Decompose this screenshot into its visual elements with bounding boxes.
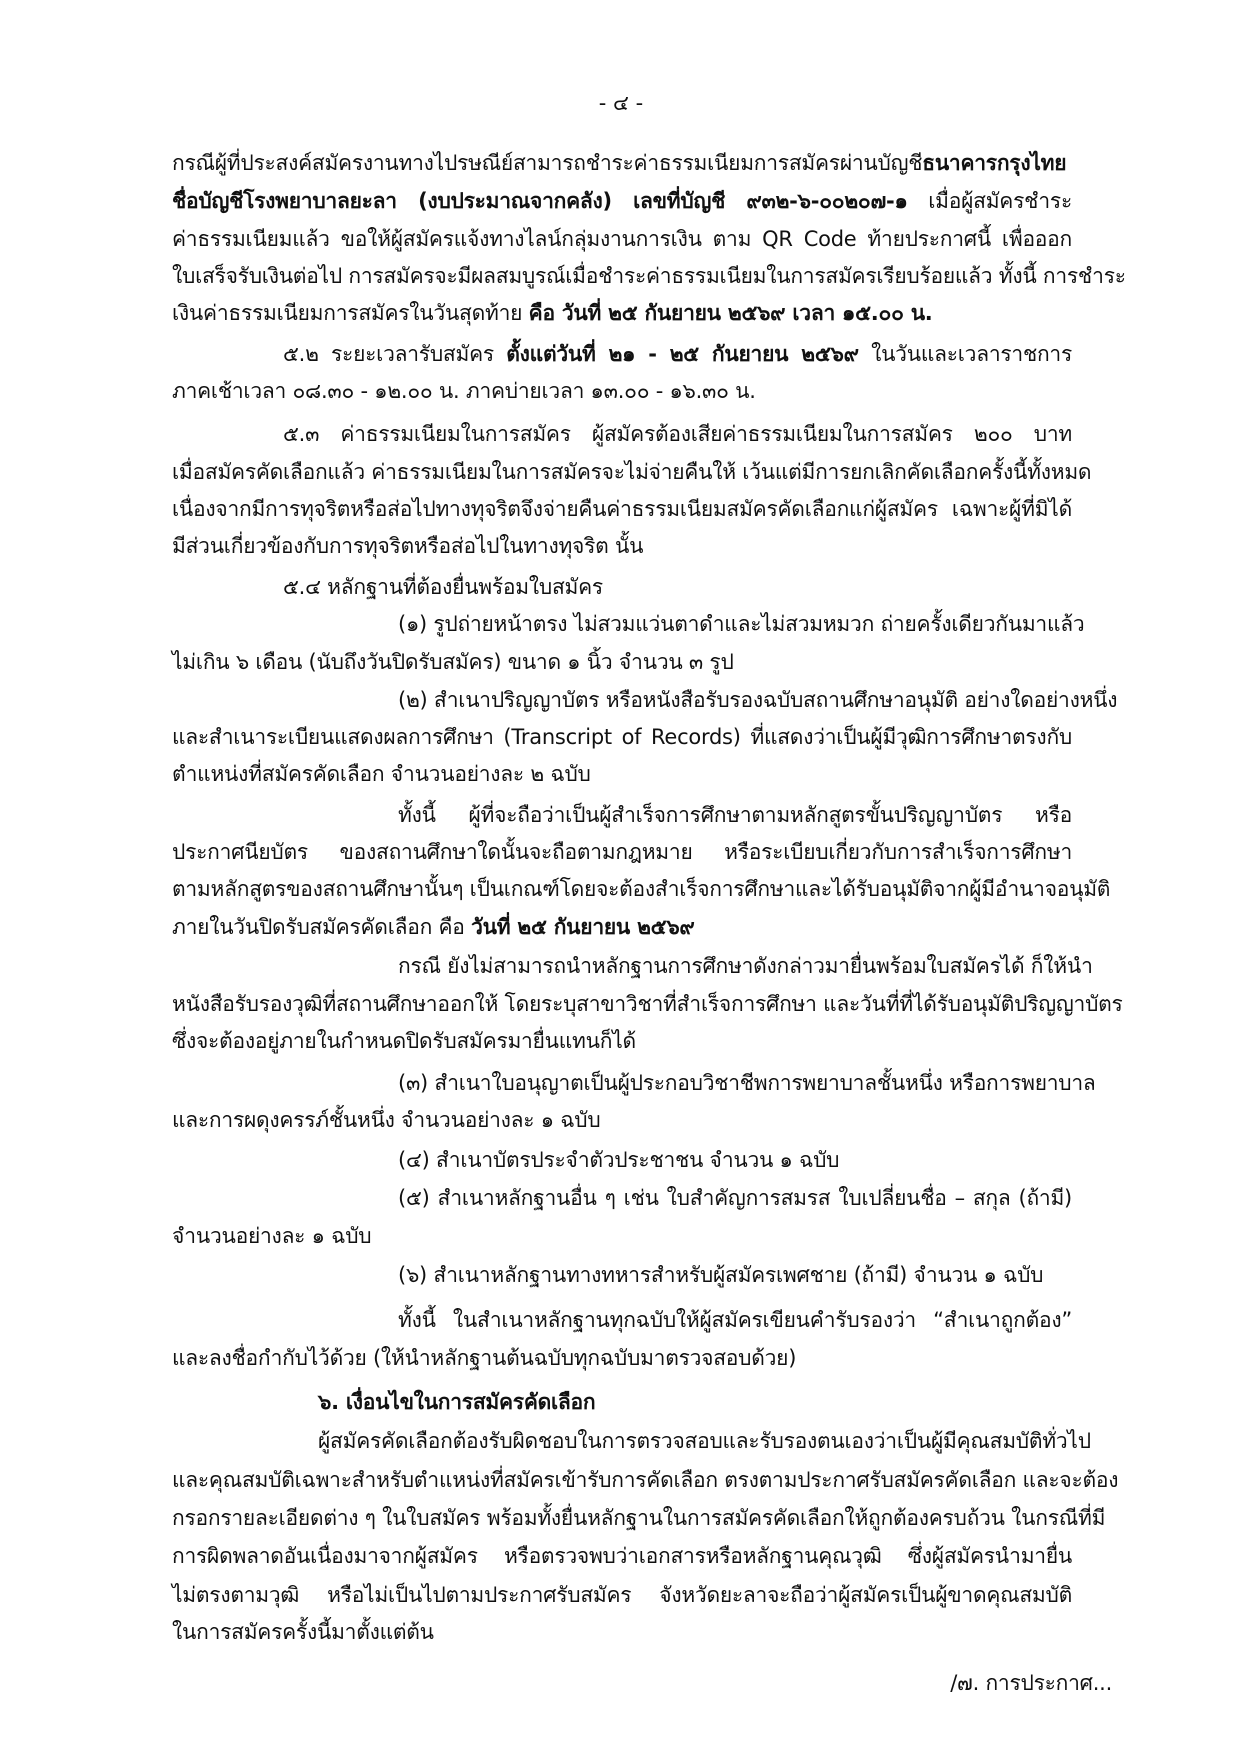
text-segment: ในการสมัครครั้งนี้มาตั้งแต่ต้น [172,1620,434,1644]
text-line [172,224,1072,254]
section-heading [318,1387,595,1417]
text-segment: กรณี ยังไม่สามารถนำหลักฐานการศึกษาดังกล่าวมายื่นพร้อมใบสมัครได้ ก็ให้นำ [398,954,1093,978]
text-segment: และสำเนาระเบียนแสดงผลการศึกษา (Transcript of Records) ที่แสดงว่าเป็นผู้มีวุฒิการศึกษาตรงกับ [172,725,1072,749]
text-line [172,1617,434,1647]
text-line [172,186,1072,216]
text-segment: (๒) สำเนาปริญญาบัตร หรือหนังสือรับรองฉบับสถานศึกษาอนุมัติ อย่างใดอย่างหนึ่ง [398,688,1118,712]
text-line [398,1183,1072,1213]
text-line [398,1145,839,1175]
text-line [172,148,1072,178]
text-segment: จำนวนอย่างละ ๑ ฉบับ [172,1224,372,1248]
text-segment: ไม่ตรงตามวุฒิ หรือไม่เป็นไปตามประกาศรับสมัคร จังหวัดยะลาจะถือว่าผู้สมัครเป็นผู้ขาดคุณสมบัติ [172,1583,1072,1607]
text-segment: ภายในวันปิดรับสมัครคัดเลือก คือ [172,915,472,939]
text-line [172,376,756,406]
bold-text: วันที่ ๒๕ กันยายน ๒๕๖๙ [471,915,695,939]
text-line [172,1541,1072,1571]
text-line [172,647,734,677]
text-segment: และลงชื่อกำกับไว้ด้วย (ให้นำหลักฐานต้นฉบับทุกฉบับมาตรวจสอบด้วย) [172,1346,797,1370]
text-segment: ทั้งนี้ ในสำเนาหลักฐานทุกฉบับให้ผู้สมัครเขียนคำรับรองว่า “สำเนาถูกต้อง” [398,1308,1072,1332]
text-segment: มีส่วนเกี่ยวข้องกับการทุจริตหรือส่อไปในทางทุจริต นั้น [172,534,644,558]
bold-text: ธนาคารกรุงไทย [922,151,1067,175]
text-line [172,837,1072,867]
text-line [283,339,1072,369]
text-line [172,1105,600,1135]
text-segment: ค่าธรรมเนียมแล้ว ขอให้ผู้สมัครแจ้งทางไลน์กลุ่มงานการเงิน ตาม QR Code ท้ายประกาศนี้ เพื่อออก [172,227,1072,251]
text-line [172,1580,1072,1610]
text-segment: เมื่อสมัครคัดเลือกแล้ว ค่าธรรมเนียมในการสมัครจะไม่จ่ายคืนให้ เว้นแต่มีการยกเลิกคัดเลือกครั้งนี้ทั้งหมด [172,460,1092,484]
text-segment: (๑) รูปถ่ายหน้าตรง ไม่สวมแว่นตาดำและไม่สวมหมวก ถ่ายครั้งเดียวกันมาแล้ว [398,612,1085,636]
text-segment: ในวันและเวลาราชการ [858,342,1072,366]
text-segment: /๗. การประกาศ... [950,1671,1112,1695]
text-line [172,457,1092,487]
text-segment: ทั้งนี้ ผู้ที่จะถือว่าเป็นผู้สำเร็จการศึกษาตามหลักสูตรขั้นปริญญาบัตร หรือ [398,803,1072,827]
text-segment: ไม่เกิน ๖ เดือน (นับถึงวันปิดรับสมัคร) ขนาด ๑ นิ้ว จำนวน ๓ รูป [172,650,734,674]
text-segment: เงินค่าธรรมเนียมการสมัครในวันสุดท้าย [172,301,529,325]
bold-text: ตั้งแต่วันที่ ๒๑ - ๒๕ กันยายน ๒๕๖๙ [506,342,859,366]
text-segment: ตำแหน่งที่สมัครคัดเลือก จำนวนอย่างละ ๒ ฉบับ [172,762,591,786]
text-segment: ใบเสร็จรับเงินต่อไป การสมัครจะมีผลสมบูรณ์เมื่อชำระค่าธรรมเนียมในการสมัครเรียบร้อยแล้ว ทั้งนี้ การชำระ [172,264,1126,288]
text-segment: และการผดุงครรภ์ชั้นหนึ่ง จำนวนอย่างละ ๑ ฉบับ [172,1108,601,1132]
text-line [172,1465,1119,1495]
text-line [172,494,1072,524]
bold-text: คือ วันที่ ๒๕ กันยายน ๒๕๖๙ เวลา ๑๕.๐๐ น. [528,301,933,325]
text-line [398,1305,1072,1335]
text-line [172,989,1123,1019]
text-segment: ๕.๓ ค่าธรรมเนียมในการสมัคร ผู้สมัครต้องเสียค่าธรรมเนียมในการสมัคร ๒๐๐ บาท [283,422,1072,446]
text-segment: ๕.๔ หลักฐานที่ต้องยื่นพร้อมใบสมัคร [283,575,603,599]
text-segment: ๖. เงื่อนไขในการสมัครคัดเลือก [318,1390,596,1414]
text-segment: ผู้สมัครคัดเลือกต้องรับผิดชอบในการตรวจสอบและรับรองตนเองว่าเป็นผู้มีคุณสมบัติทั่วไป [318,1429,1091,1453]
text-segment: ประกาศนียบัตร ของสถานศึกษาใดนั้นจะถือตามกฎหมาย หรือระเบียบเกี่ยวกับการสำเร็จการศึกษา [172,840,1072,864]
text-segment: และคุณสมบัติเฉพาะสำหรับตำแหน่งที่สมัครเข้ารับการคัดเลือก ตรงตามประกาศรับสมัครคัดเลือก และจะต้อง [172,1468,1119,1492]
text-segment: เมื่อผู้สมัครชำระ [907,189,1072,213]
text-line [172,722,1072,752]
text-segment: (๓) สำเนาใบอนุญาตเป็นผู้ประกอบวิชาชีพการพยาบาลชั้นหนึ่ง หรือการพยาบาล [398,1071,1096,1095]
continuation-marker [872,1668,1112,1698]
text-line [283,572,603,602]
text-line [398,800,1072,830]
page-number: - ๔ - [598,91,644,115]
text-segment: กรอกรายละเอียดต่าง ๆ ในใบสมัคร พร้อมทั้งยื่นหลักฐานในการสมัครคัดเลือกให้ถูกต้องครบถ้วน ในกรณีที่มี [172,1506,1106,1530]
text-segment: หนังสือรับรองวุฒิที่สถานศึกษาออกให้ โดยระบุสาขาวิชาที่สำเร็จการศึกษา และวันที่ที่ได้รับอนุมัติปริญญาบัตร [172,992,1123,1016]
text-segment: ซึ่งจะต้องอยู่ภายในกำหนดปิดรับสมัครมายื่นแทนก็ได้ [172,1029,636,1053]
text-line [172,1026,636,1056]
text-line [398,609,1085,639]
text-line [172,759,591,789]
text-line [398,1260,1043,1290]
text-segment: (๖) สำเนาหลักฐานทางทหารสำหรับผู้สมัครเพศชาย (ถ้ามี) จำนวน ๑ ฉบับ [398,1263,1044,1287]
text-line [172,261,1126,291]
text-segment: ภาคเช้าเวลา ๐๘.๓๐ - ๑๒.๐๐ น. ภาคบ่ายเวลา ๑๓.๐๐ - ๑๖.๓๐ น. [172,379,756,403]
text-segment: การผิดพลาดอันเนื่องมาจากผู้สมัคร หรือตรวจพบว่าเอกสารหรือหลักฐานคุณวุฒิ ซึ่งผู้สมัครนำมายื่น [172,1544,1072,1568]
text-segment: (๕) สำเนาหลักฐานอื่น ๆ เช่น ใบสำคัญการสมรส ใบเปลี่ยนชื่อ – สกุล (ถ้ามี) [398,1186,1072,1210]
bold-text: ชื่อบัญชีโรงพยาบาลยะลา (งบประมาณจากคลัง) เลขที่บัญชี ๙๓๒-๖-๐๐๒๐๗-๑ [172,189,908,213]
text-line [283,419,1072,449]
text-segment: กรณีผู้ที่ประสงค์สมัครงานทางไปรษณีย์สามารถชำระค่าธรรมเนียมการสมัครผ่านบัญชี [172,151,923,175]
text-line [172,1343,796,1373]
text-line [318,1426,1091,1456]
text-segment: ๕.๒ ระยะเวลารับสมัคร [283,342,507,366]
text-line [172,1221,371,1251]
text-line [172,874,1111,904]
text-segment: เนื่องจากมีการทุจริตหรือส่อไปทางทุจริตจึงจ่ายคืนค่าธรรมเนียมสมัครคัดเลือกแก่ผู้สมัคร เฉพาะผู้ที่มิได้ [172,497,1072,521]
text-segment: (๔) สำเนาบัตรประจำตัวประชาชน จำนวน ๑ ฉบับ [398,1148,840,1172]
text-line [172,1503,1106,1533]
text-segment: ตามหลักสูตรของสถานศึกษานั้นๆ เป็นเกณฑ์โดยจะต้องสำเร็จการศึกษาและได้รับอนุมัติจากผู้มีอำนาจอนุมัติ [172,877,1111,901]
text-line [172,912,695,942]
text-line [398,1068,1096,1098]
text-line [398,685,1118,715]
text-line [172,531,643,561]
text-line [398,951,1093,981]
text-line [172,298,933,328]
